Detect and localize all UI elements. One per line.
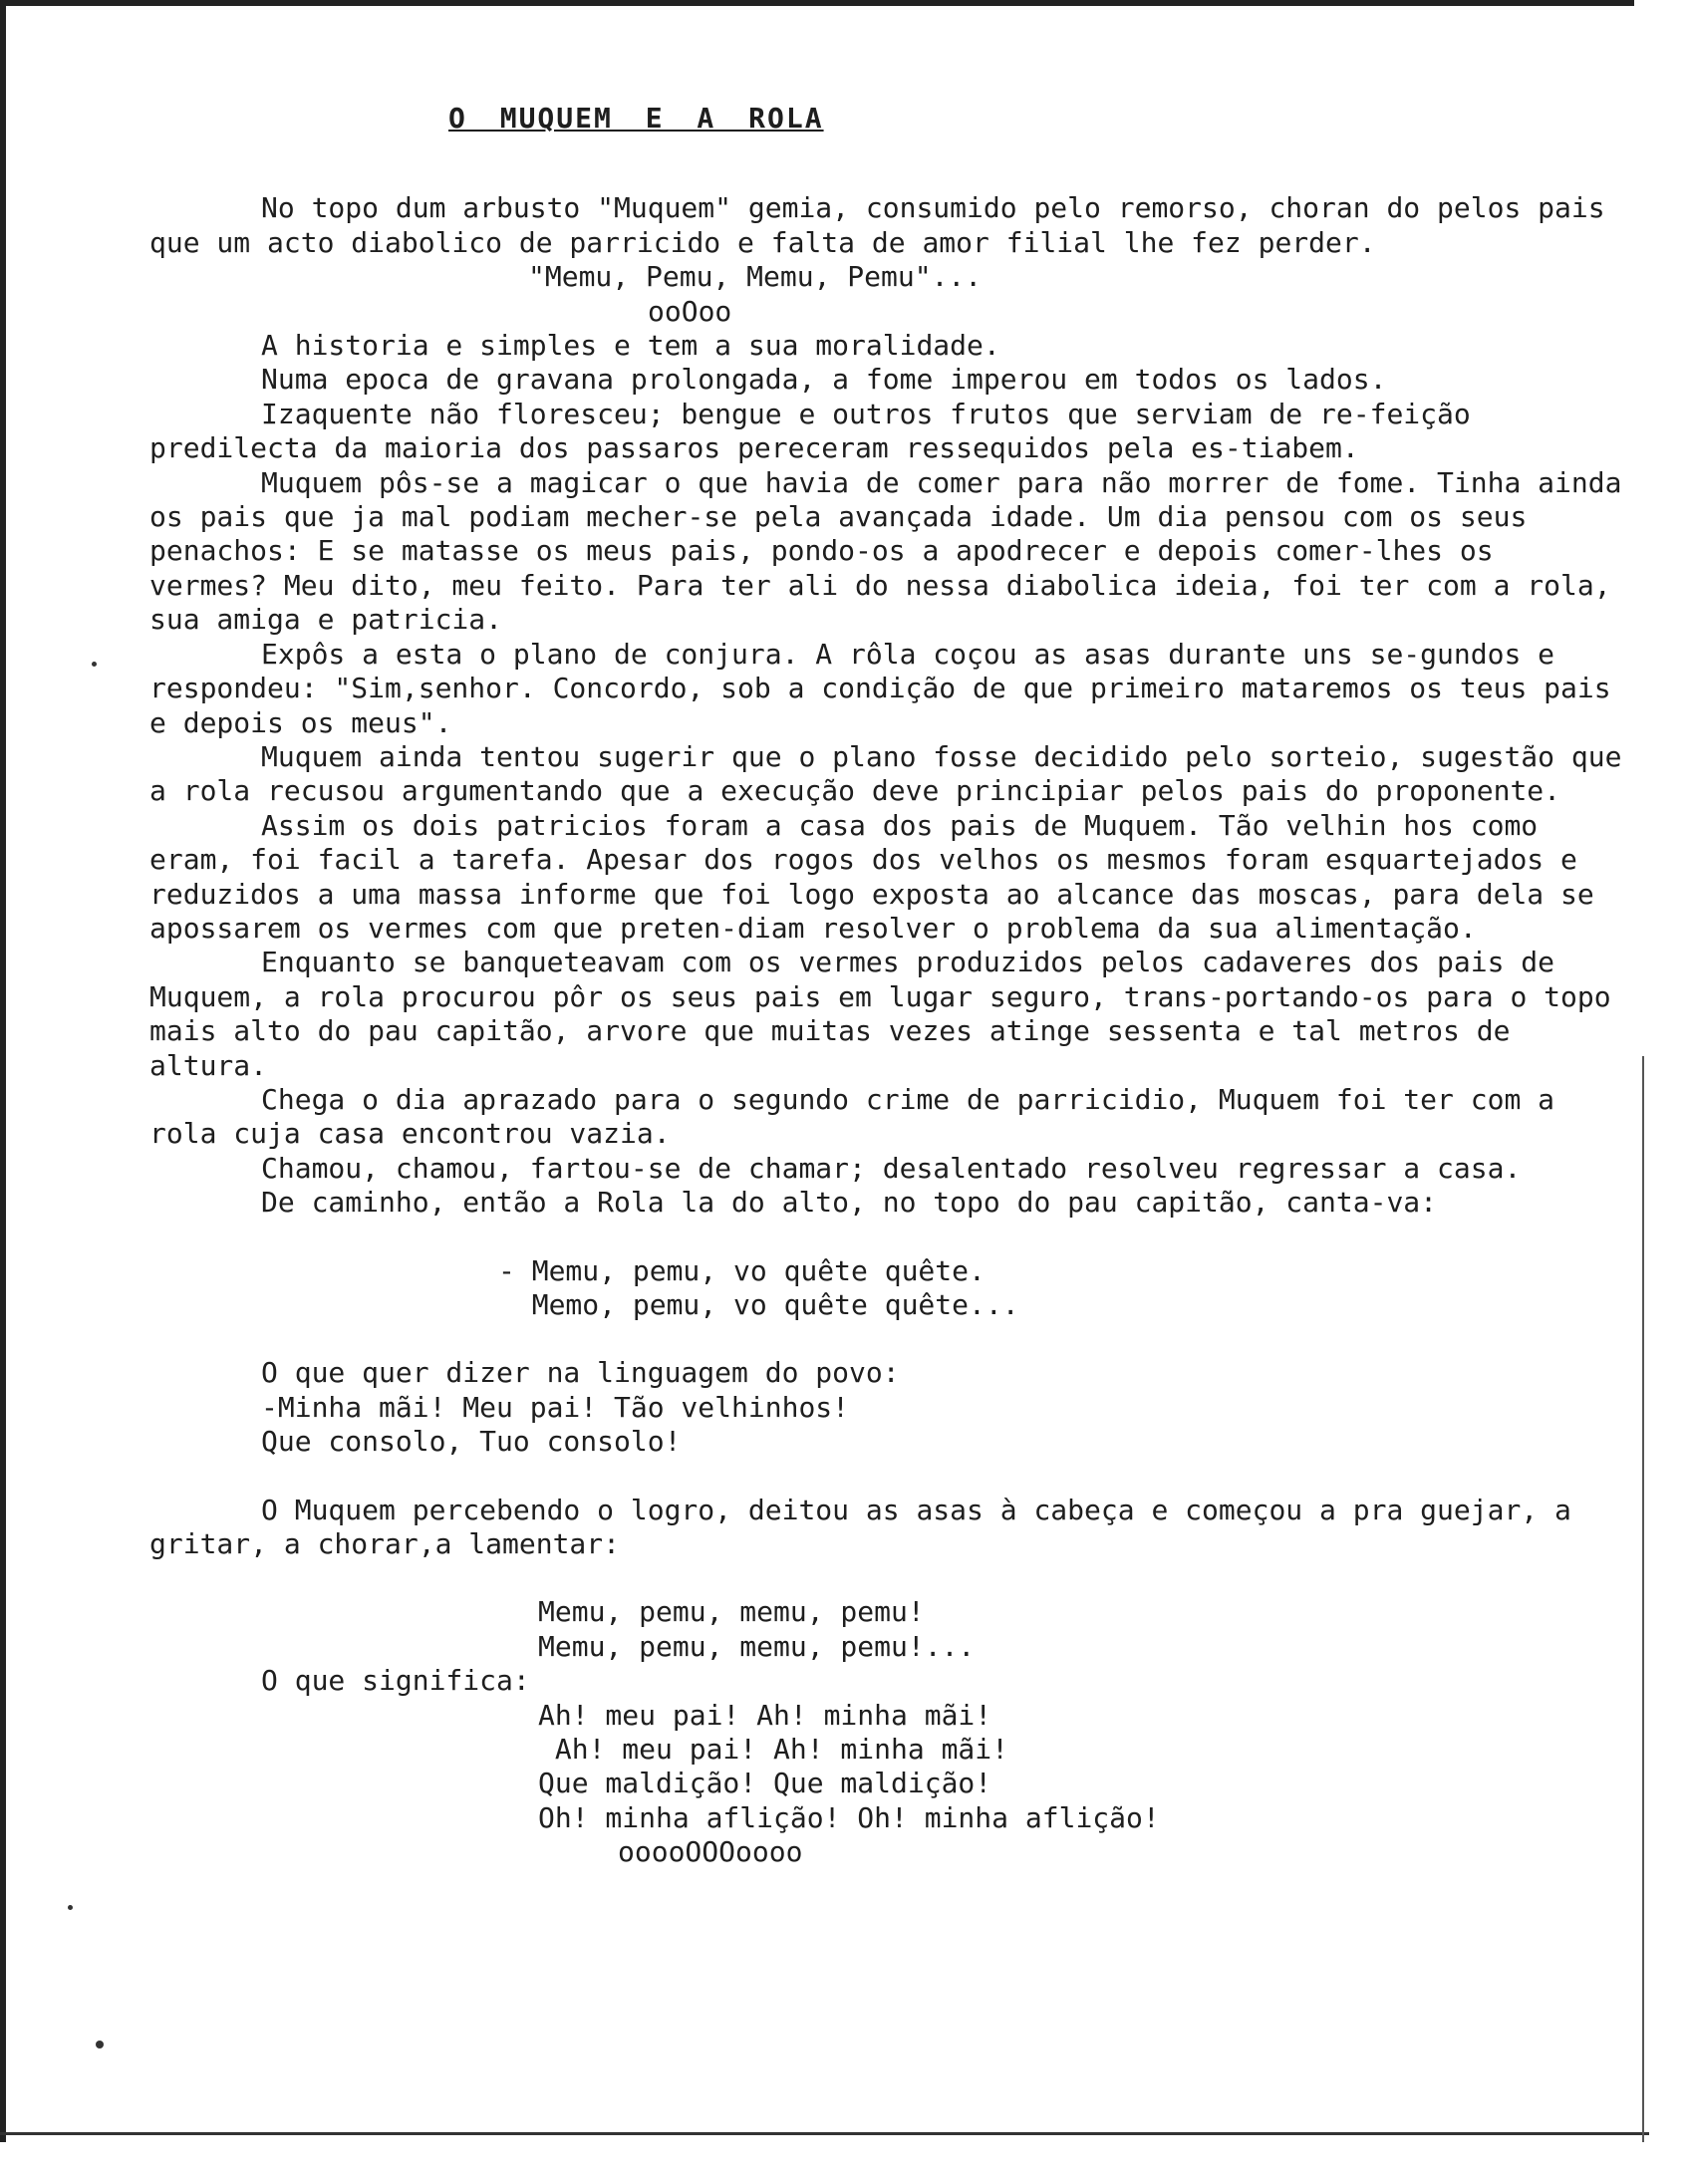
ink-speck <box>68 1905 73 1910</box>
song-line: Oh! minha aflição! Oh! minha aflição! <box>538 1800 1160 1834</box>
paragraph: O que quer dizer na linguagem do povo: <box>261 1356 900 1390</box>
paragraph: Expôs a esta o plano de conjura. A rôla coçou as asas durante uns se-gundos e respondeu: "Sim,senhor. Concordo, sob a condição de que primeiro mataremos os teus pais e depois os meus". <box>149 637 1611 739</box>
song-line: Memu, pemu, memu, pemu!... <box>538 1629 976 1663</box>
page-border-right <box>1642 1056 1644 2142</box>
document-title: O MUQUEM E A ROLA <box>448 102 824 135</box>
paragraph: Que consolo, Tuo consolo! <box>261 1425 682 1459</box>
page-border-left <box>0 0 6 2142</box>
paragraph: Muquem pôs-se a magicar o que havia de comer para não morrer de fome. Tinha ainda os pais que ja mal podiam mecher-se pela avançada idade. Um dia pensou com os seus penachos: E se matasse os meus pais, pondo-os a apodrecer e depois comer-lhes os vermes? Meu dito, meu feito. Para ter ali do nessa diabolica ideia, foi ter com a rola, sua amiga e patricia. <box>149 465 1622 637</box>
song-line: Ah! meu pai! Ah! minha mãi! <box>538 1733 1009 1767</box>
paragraph: Enquanto se banqueteavam com os vermes produzidos pelos cadaveres dos pais de Muquem, a rola procurou pôr os seus pais em lugar seguro, trans-portando-os para o topo mais alto do pau capitão, arvore que muitas vezes atinge sessenta e tal metros de altura. <box>149 946 1611 1082</box>
paragraph: Chega o dia aprazado para o segundo crime de parricidio, Muquem foi ter com a rola cuja casa encontrou vazia. <box>149 1082 1555 1151</box>
paragraph: O Muquem percebendo o logro, deitou as asas à cabeça e começou a pra guejar, a gritar, a chorar,a lamentar: <box>149 1493 1571 1561</box>
ink-speck <box>96 2041 104 2048</box>
song-line: Que maldição! Que maldição! <box>538 1767 992 1800</box>
paragraph: No topo dum arbusto "Muquem" gemia, consumido pelo remorso, choran do pelos pais que um acto diabolico de parricido e falta de amor filial lhe fez perder. <box>149 191 1605 259</box>
document-page <box>149 102 1624 1870</box>
paragraph: De caminho, então a Rola la do alto, no topo do pau capitão, canta-va: <box>261 1186 1438 1220</box>
ink-speck <box>92 662 97 667</box>
paragraph: Assim os dois patricios foram a casa dos pais de Muquem. Tão velhin hos como eram, foi facil a tarefa. Apesar dos rogos dos velhos os mesmos foram esquartejados e reduzidos a uma massa informe que foi logo exposta ao alcance das moscas, para dela se apossarem os vermes com que preten-diam resolver o problema da sua alimentação. <box>149 808 1594 945</box>
separator: ooOoo <box>648 294 732 328</box>
paragraph: Numa epoca de gravana prolongada, a fome imperou em todos os lados. <box>261 363 1387 397</box>
paragraph: Muquem ainda tentou sugerir que o plano fosse decidido pelo sorteio, sugestão que a rola recusou argumentando que a execução deve principiar pelos pais do proponente. <box>149 739 1622 808</box>
paragraph: Chamou, chamou, fartou-se de chamar; desalentado resolveu regressar a casa. <box>261 1151 1522 1185</box>
paragraph: O que significa: <box>261 1664 530 1698</box>
song-line: Memu, pemu, memu, pemu! <box>538 1595 925 1629</box>
separator: ooooOOOoooo <box>618 1835 803 1869</box>
song-line: Ah! meu pai! Ah! minha mãi! <box>538 1698 992 1732</box>
song-line: - Memu, pemu, vo quête quête. <box>498 1253 986 1287</box>
paragraph: -Minha mãi! Meu pai! Tão velhinhos! <box>261 1390 850 1424</box>
quote-line: "Memu, Pemu, Memu, Pemu"... <box>528 260 983 294</box>
page-border-top <box>0 0 1634 6</box>
song-line: Memo, pemu, vo quête quête... <box>498 1288 1019 1321</box>
page-border-bottom <box>0 2132 1649 2135</box>
paragraph: Izaquente não floresceu; bengue e outros frutos que serviam de re-feição predilecta da maioria dos passaros pereceram ressequidos pela es-tiabem. <box>149 397 1471 465</box>
paragraph: A historia e simples e tem a sua moralidade. <box>261 329 1000 363</box>
